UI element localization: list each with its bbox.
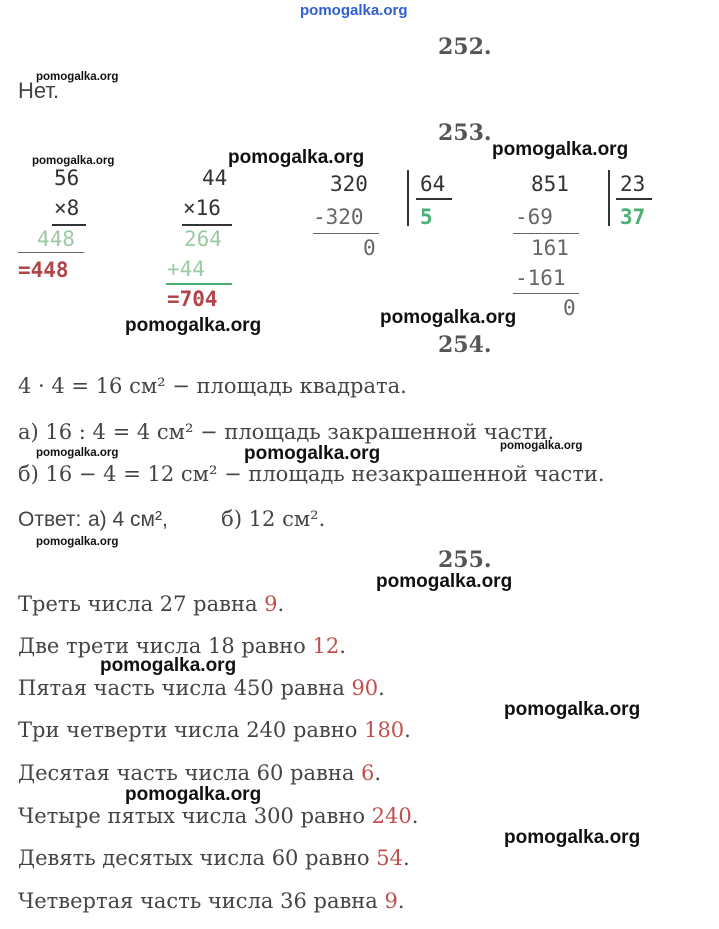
partial-product-2: +44 xyxy=(167,257,205,281)
watermark-label: pomogalka.org xyxy=(125,315,262,336)
watermark-label: pomogalka.org xyxy=(244,443,381,464)
factor-b: ×8 xyxy=(54,196,80,220)
watermark-label: pomogalka.org xyxy=(504,827,641,848)
text-line: б) 16 − 4 = 12 см² − площадь незакрашенной части. xyxy=(18,462,605,486)
fraction-line: Три четверти числа 240 равно 180. xyxy=(18,718,411,742)
fraction-line: Девять десятых числа 60 равно 54. xyxy=(18,846,410,870)
fraction-line: Четвертая часть числа 36 равна 9. xyxy=(18,889,405,913)
underline xyxy=(182,224,232,226)
watermark-label: pomogalka.org xyxy=(228,147,365,168)
factor-a: 56 xyxy=(54,166,80,190)
task-number-253: 253. xyxy=(438,120,492,146)
watermark-label: pomogalka.org xyxy=(32,155,115,167)
task-number-254: 254. xyxy=(438,332,492,358)
answer-252: Нет. xyxy=(18,78,60,103)
answer-value: 90 xyxy=(351,676,379,700)
divisor: 64 xyxy=(420,172,446,196)
watermark-label: pomogalka.org xyxy=(500,440,583,452)
answer-value: 12 xyxy=(312,634,340,658)
fraction-line: Треть числа 27 равна 9. xyxy=(18,592,285,616)
watermark-label: pomogalka.org xyxy=(100,655,237,676)
underline xyxy=(18,252,84,253)
dividend: 851 xyxy=(531,172,569,196)
answer-value: 9 xyxy=(384,889,398,913)
fraction-line: Пятая часть числа 450 равна 90. xyxy=(18,676,385,700)
watermark-label: pomogalka.org xyxy=(380,307,517,328)
watermark-label: pomogalka.org xyxy=(376,571,513,592)
remainder: 0 xyxy=(363,236,376,260)
answer-value: 240 xyxy=(371,804,412,828)
watermark-label: pomogalka.org xyxy=(492,139,629,160)
factor-a: 44 xyxy=(202,166,228,190)
fraction-line: Десятая часть числа 60 равна 6. xyxy=(18,761,382,785)
subtrahend-1: -69 xyxy=(515,205,553,229)
division-bar xyxy=(608,170,610,226)
divisor-line xyxy=(416,198,452,200)
divisor-line xyxy=(616,198,652,200)
division-bar xyxy=(407,170,409,226)
answer-value: 9 xyxy=(264,592,278,616)
product-result: =448 xyxy=(18,258,69,282)
remainder: 0 xyxy=(563,296,576,320)
answer-254 xyxy=(18,507,325,532)
watermark-label: pomogalka.org xyxy=(36,71,119,83)
intermediate: 161 xyxy=(531,236,569,260)
text-line: а) 16 : 4 = 4 см² − площадь закрашенной части. xyxy=(18,420,555,444)
subtrahend: -320 xyxy=(313,205,364,229)
underline xyxy=(513,293,579,294)
underline xyxy=(52,224,86,226)
answer-label: Ответ: xyxy=(18,508,82,531)
quotient: 37 xyxy=(620,205,646,229)
watermark-label: pomogalka.org xyxy=(504,699,641,720)
answer-value: 6 xyxy=(361,761,375,785)
watermark-top[interactable]: pomogalka.org xyxy=(300,2,408,19)
underline xyxy=(166,283,232,285)
watermark-label: pomogalka.org xyxy=(36,536,119,548)
answer-a: а) 4 см², xyxy=(88,508,168,531)
answer-value: 180 xyxy=(364,718,405,742)
task-number-252: 252. xyxy=(438,34,492,60)
dividend: 320 xyxy=(330,172,368,196)
fraction-line: Две трети числа 18 равно 12. xyxy=(18,634,346,658)
task-number-255: 255. xyxy=(438,547,492,573)
product-result: =704 xyxy=(167,287,218,311)
factor-b: ×16 xyxy=(183,196,221,220)
text-line: 4 · 4 = 16 см² − площадь квадрата. xyxy=(18,374,407,398)
watermark-label: pomogalka.org xyxy=(36,447,119,459)
watermark-label: pomogalka.org xyxy=(125,784,262,805)
partial-product: 264 xyxy=(184,227,222,251)
quotient: 5 xyxy=(420,205,433,229)
partial-product: 448 xyxy=(37,227,75,251)
divisor: 23 xyxy=(620,172,646,196)
subtrahend-2: -161 xyxy=(515,266,566,290)
answer-b: б) 12 см². xyxy=(221,507,326,531)
underline xyxy=(513,233,579,234)
underline xyxy=(313,233,379,234)
answer-value: 54 xyxy=(376,846,403,870)
fraction-line: Четыре пятых числа 300 равно 240. xyxy=(18,804,419,828)
